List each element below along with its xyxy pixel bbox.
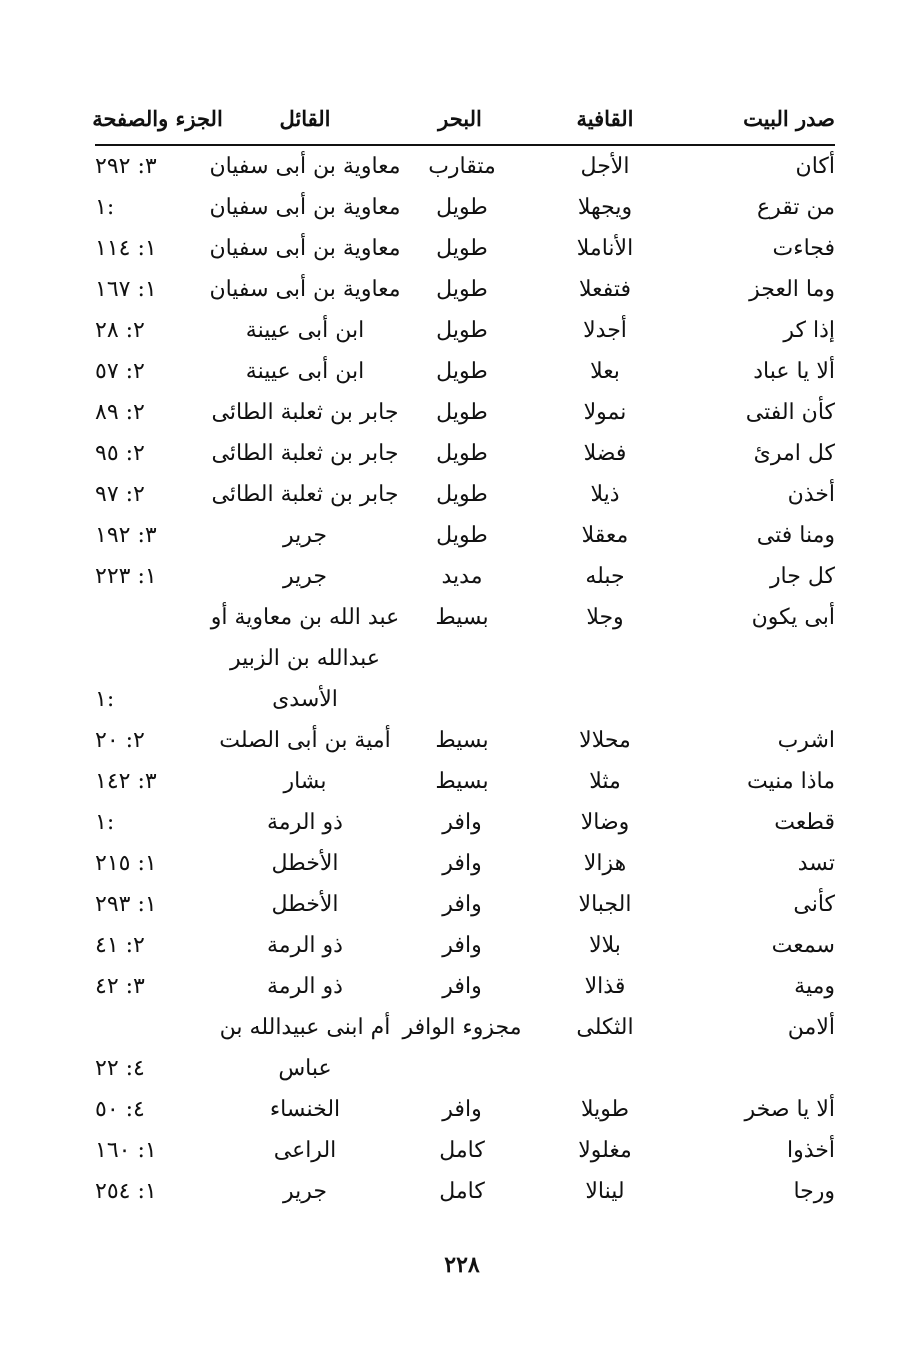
cell-qafiya: الجبالا <box>578 892 632 917</box>
cell-qail: جرير <box>283 1179 327 1204</box>
page-number: ٢٢٨ <box>444 1252 480 1278</box>
cell-page: ٢: ٨٩ <box>95 400 145 425</box>
cell-qail: ذو الرمة <box>267 974 343 999</box>
cell-qafiya: فتفعلا <box>578 277 632 302</box>
cell-page: ٣: ٤٢ <box>95 974 145 999</box>
cell-qafiya: لينالا <box>585 1179 625 1204</box>
cell-page: ١: <box>95 687 115 712</box>
cell-bahr: وافر <box>442 1097 482 1122</box>
cell-page: ١: ٢٢٣ <box>95 564 157 589</box>
cell-qail: معاوية بن أبى سفيان <box>209 154 401 179</box>
cell-bahr: كامل <box>439 1179 485 1204</box>
cell-qafiya: ويجهلا <box>577 195 633 220</box>
cell-qafiya: قذالا <box>584 974 626 999</box>
table-row <box>95 597 835 638</box>
table-row <box>95 146 835 187</box>
cell-sadr: كأن الفتى <box>745 400 835 425</box>
cell-page: ١: <box>95 810 115 835</box>
cell-qafiya: نمولا <box>583 400 627 425</box>
table-row <box>95 638 835 679</box>
cell-bahr: بسيط <box>435 769 489 794</box>
table-row <box>95 1089 835 1130</box>
cell-qail: الخنساء <box>269 1097 341 1122</box>
table-row <box>95 1007 835 1048</box>
cell-qail: جابر بن ثعلبة الطائى <box>211 482 399 507</box>
cell-qafiya: مثلا <box>589 769 621 794</box>
cell-sadr: أخذن <box>787 482 835 507</box>
table-row <box>95 392 835 433</box>
cell-qail: جرير <box>283 523 327 548</box>
table-row <box>95 720 835 761</box>
cell-sadr: فجاءت <box>772 236 835 261</box>
cell-page: ٢: ٩٧ <box>95 482 145 507</box>
cell-qail: أمية بن أبى الصلت <box>219 728 391 753</box>
cell-qafiya: فضلا <box>583 441 627 466</box>
table-row <box>95 515 835 556</box>
poetry-index-table <box>92 96 835 1212</box>
cell-page: ٢: ٥٧ <box>95 359 145 384</box>
cell-qail: الأخطل <box>271 892 339 917</box>
cell-sadr: إذا كر <box>783 318 835 343</box>
cell-bahr: بسيط <box>435 728 489 753</box>
cell-qafiya: معقلا <box>581 523 629 548</box>
cell-sadr: كل امرئ <box>753 441 835 466</box>
cell-sadr: تسد <box>797 851 835 876</box>
cell-bahr: طويل <box>436 523 488 548</box>
cell-page: ٢: ٤١ <box>95 933 145 958</box>
cell-qafiya: الأجل <box>580 154 630 179</box>
cell-bahr: طويل <box>436 482 488 507</box>
cell-qail: بشار <box>283 769 327 794</box>
cell-bahr: وافر <box>442 810 482 835</box>
table-row <box>95 433 835 474</box>
cell-qail: عبد الله بن معاوية أو <box>210 605 400 630</box>
cell-qail: ذو الرمة <box>267 810 343 835</box>
cell-sadr: ورجا <box>793 1179 835 1204</box>
cell-page: ١: ١٦٧ <box>95 277 157 302</box>
table-row <box>95 269 835 310</box>
cell-bahr: طويل <box>436 400 488 425</box>
cell-bahr: طويل <box>436 318 488 343</box>
cell-qail: معاوية بن أبى سفيان <box>209 195 401 220</box>
cell-page: ٢: ٩٥ <box>95 441 145 466</box>
cell-sadr: ماذا منيت <box>746 769 835 794</box>
table-row <box>95 228 835 269</box>
cell-qafiya: مغلولا <box>578 1138 632 1163</box>
header-qail: القائل <box>279 106 331 131</box>
header-bahr: البحر <box>438 106 482 131</box>
cell-qail: ابن أبى عيينة <box>245 359 365 384</box>
cell-sadr: وما العجز <box>749 277 835 302</box>
cell-page: ٢: ٢٨ <box>95 318 145 343</box>
cell-qafiya: طويلا <box>580 1097 630 1122</box>
cell-qafiya: وجلا <box>586 605 624 630</box>
table-row <box>95 1048 835 1089</box>
cell-qafiya: الأناملا <box>576 236 634 261</box>
cell-qafiya: بلالا <box>589 933 621 958</box>
cell-bahr: طويل <box>436 195 488 220</box>
cell-sadr: ألا يا صخر <box>744 1097 835 1122</box>
cell-page: ١: ٢٩٣ <box>95 892 157 917</box>
cell-bahr: مديد <box>441 564 483 589</box>
cell-sadr: ومية <box>794 974 835 999</box>
cell-bahr: متقارب <box>428 154 496 179</box>
cell-bahr: طويل <box>436 236 488 261</box>
cell-qail: معاوية بن أبى سفيان <box>209 236 401 261</box>
cell-page: ١: <box>95 195 115 220</box>
cell-qail: عباس <box>278 1056 332 1081</box>
table-row <box>95 761 835 802</box>
cell-bahr: مجزوء الوافر <box>402 1015 522 1040</box>
cell-sadr: ألا يا عباد <box>753 359 835 384</box>
cell-qafiya: الثكلى <box>576 1015 634 1040</box>
table-body <box>95 146 835 1212</box>
cell-bahr: وافر <box>442 933 482 958</box>
cell-bahr: بسيط <box>435 605 489 630</box>
cell-qafiya: هزالا <box>583 851 627 876</box>
cell-qail: معاوية بن أبى سفيان <box>209 277 401 302</box>
cell-bahr: طويل <box>436 277 488 302</box>
cell-qail: أم ابنى عبيدالله بن <box>219 1015 391 1040</box>
cell-page: ١: ١٦٠ <box>95 1138 157 1163</box>
table-row <box>95 474 835 515</box>
cell-qail: ابن أبى عيينة <box>245 318 365 343</box>
header-juz: الجزء والصفحة <box>92 106 223 131</box>
table-row <box>95 802 835 843</box>
cell-sadr: قطعت <box>774 810 835 835</box>
cell-qafiya: جبله <box>585 564 625 589</box>
cell-sadr: كأنى <box>793 892 835 917</box>
cell-page: ٣: ٢٩٢ <box>95 154 157 179</box>
cell-qail: ذو الرمة <box>267 933 343 958</box>
table-row <box>95 884 835 925</box>
cell-qail: جابر بن ثعلبة الطائى <box>211 400 399 425</box>
cell-bahr: كامل <box>439 1138 485 1163</box>
table-row <box>95 843 835 884</box>
table-row <box>95 679 835 720</box>
table-row <box>95 351 835 392</box>
cell-bahr: وافر <box>442 974 482 999</box>
cell-qail: الأخطل <box>271 851 339 876</box>
cell-sadr: من تقرع <box>756 195 835 220</box>
cell-sadr: كل جار <box>769 564 835 589</box>
header-sadr: صدر البيت <box>743 106 835 131</box>
cell-page: ٢: ٢٠ <box>95 728 145 753</box>
cell-qail: جابر بن ثعلبة الطائى <box>211 441 399 466</box>
cell-page: ١: ٢١٥ <box>95 851 157 876</box>
cell-bahr: طويل <box>436 359 488 384</box>
header-qafiya: القافية <box>576 106 634 131</box>
table-row <box>95 1130 835 1171</box>
cell-qafiya: محلالا <box>579 728 631 753</box>
cell-bahr: وافر <box>442 892 482 917</box>
cell-qafiya: وضالا <box>580 810 630 835</box>
cell-page: ١: ١١٤ <box>95 236 157 261</box>
cell-sadr: اشرب <box>777 728 835 753</box>
cell-qail: جرير <box>283 564 327 589</box>
table-row <box>95 1171 835 1212</box>
cell-sadr: ومنا فتى <box>756 523 835 548</box>
cell-qafiya: بعلا <box>590 359 620 384</box>
cell-qail: عبدالله بن الزبير <box>230 646 380 671</box>
cell-page: ١: ٢٥٤ <box>95 1179 157 1204</box>
cell-bahr: وافر <box>442 851 482 876</box>
cell-qail: الأسدى <box>272 687 338 712</box>
cell-sadr: سمعت <box>771 933 835 958</box>
cell-page: ٤: ٥٠ <box>95 1097 145 1122</box>
cell-qafiya: ذيلا <box>590 482 620 507</box>
table-row <box>95 187 835 228</box>
cell-sadr: أكان <box>795 154 835 179</box>
cell-page: ٣: ١٤٢ <box>95 769 157 794</box>
cell-page: ٤: ٢٢ <box>95 1056 145 1081</box>
cell-bahr: طويل <box>436 441 488 466</box>
table-row <box>95 556 835 597</box>
table-row <box>95 310 835 351</box>
cell-sadr: أخذوا <box>787 1138 835 1163</box>
table-header <box>92 96 835 146</box>
cell-qail: الراعى <box>273 1138 337 1163</box>
cell-sadr: ألامن <box>787 1015 835 1040</box>
table-row <box>95 966 835 1007</box>
cell-sadr: أبى يكون <box>751 605 835 630</box>
cell-page: ٣: ١٩٢ <box>95 523 157 548</box>
table-row <box>95 925 835 966</box>
cell-qafiya: أجدلا <box>583 318 627 343</box>
